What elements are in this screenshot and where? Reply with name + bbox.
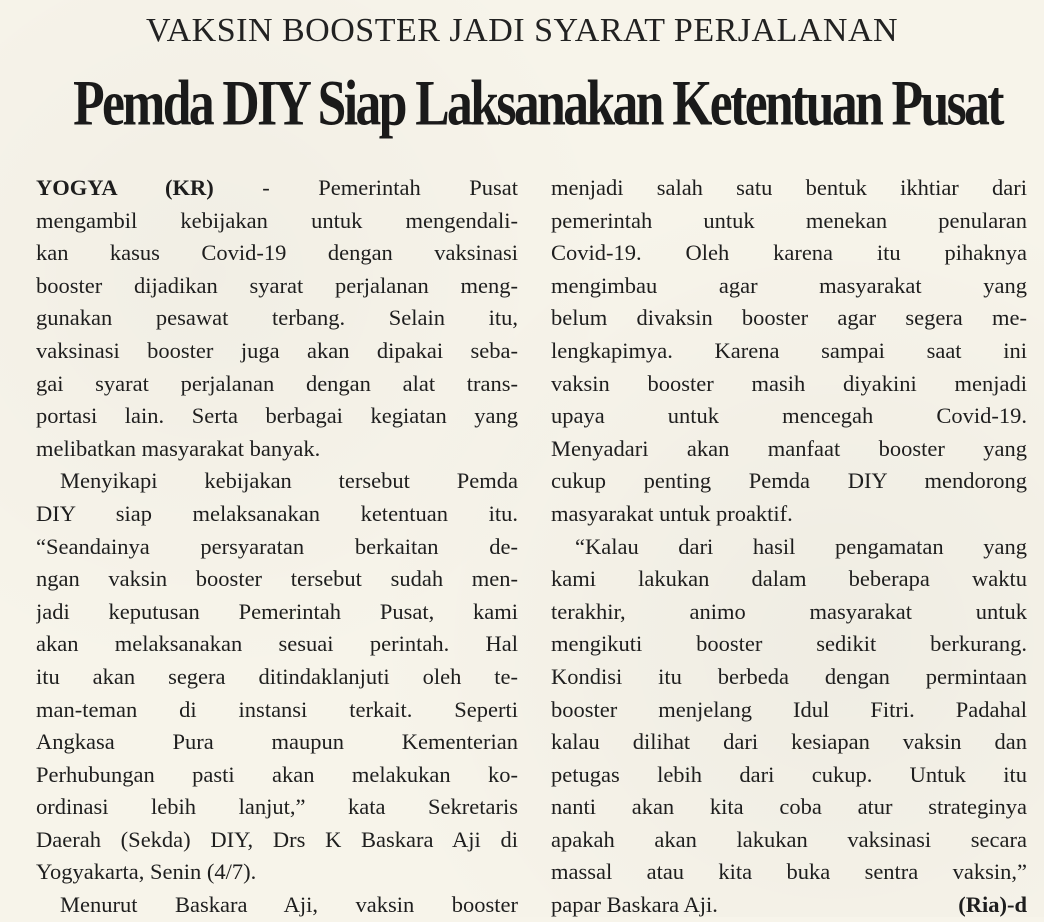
text-line: vaksin booster masih diyakini menjadi [551,370,1027,396]
text-line: kami lakukan dalam beberapa waktu [551,566,1027,592]
text-line: Menurut Baskara Aji, vaksin booster [60,892,518,918]
text-line: jadi keputusan Pemerintah Pusat, kami [36,598,518,624]
text-line: portasi lain. Serta berbagai kegiatan yang [36,403,518,429]
text-line: booster dijadikan syarat perjalanan meng- [36,272,518,298]
text-line: gunakan pesawat terbang. Selain itu, [36,305,518,331]
text-line: “Kalau dari hasil pengamatan yang [575,533,1027,559]
text-line: vaksinasi booster juga akan dipakai seba- [36,337,518,363]
text-line: lengkapimya. Karena sampai saat ini [551,337,1027,363]
text-line: Covid-19. Oleh karena itu pihaknya [551,240,1027,266]
text-line: pemerintah untuk menekan penularan [551,207,1027,233]
text-line: nanti akan kita coba atur strateginya [551,794,1027,820]
text-line: Kondisi itu berbeda dengan permintaan [551,663,1027,689]
article-headline: Pemda DIY Siap Laksanakan Ketentuan Pusat [73,67,1002,139]
text-line: papar Baskara Aji. [551,892,718,918]
text-line: masyarakat untuk proaktif. [551,500,793,526]
text-line: terakhir, animo masyarakat untuk [551,598,1027,624]
text-line-fragment: - Pemerintah Pusat [213,175,518,200]
text-line: itu akan segera ditindaklanjuti oleh te- [36,663,518,689]
text-line: ngan vaksin booster tersebut sudah men- [36,566,518,592]
text-line: Menyadari akan manfaat booster yang [551,435,1027,461]
byline: (Ria)-d [958,892,1027,918]
text-line: melibatkan masyarakat banyak. [36,435,321,461]
text-line: gai syarat perjalanan dengan alat trans- [36,370,518,396]
text-line: booster menjelang Idul Fitri. Padahal [551,696,1027,722]
article-column-right [551,172,1027,922]
text-line: mengimbau agar masyarakat yang [551,272,1027,298]
text-line: menjadi salah satu bentuk ikhtiar dari [551,175,1027,200]
text-line: Perhubungan pasti akan melakukan ko- [36,761,518,787]
text-line: belum divaksin booster agar segera me- [551,305,1027,331]
text-line: Menyikapi kebijakan tersebut Pemda [60,468,518,494]
text-line: mengambil kebijakan untuk mengendali- [36,207,518,233]
text-line: massal atau kita buka sentra vaksin,” [551,859,1027,885]
text-line: akan melaksanakan sesuai perintah. Hal [36,631,518,657]
text-line: Yogyakarta, Senin (4/7). [36,859,257,885]
text-line: Daerah (Sekda) DIY, Drs K Baskara Aji di [36,826,518,852]
text-line [36,172,518,205]
text-line: apakah akan lakukan vaksinasi secara [551,826,1027,852]
text-line: upaya untuk mencegah Covid-19. [551,403,1027,429]
text-line: kalau dilihat dari kesiapan vaksin dan [551,729,1027,755]
text-line: petugas lebih dari cukup. Untuk itu [551,761,1027,787]
text-line: Angkasa Pura maupun Kementerian [36,729,518,755]
text-line: kan kasus Covid-19 dengan vaksinasi [36,240,518,266]
text-line: mengikuti booster sedikit berkurang. [551,631,1027,657]
text-line: ordinasi lebih lanjut,” kata Sekretaris [36,794,518,820]
article-kicker: VAKSIN BOOSTER JADI SYARAT PERJALANAN [145,12,899,49]
text-line: cukup penting Pemda DIY mendorong [551,468,1027,494]
text-line: “Seandainya persyaratan berkaitan de- [36,533,518,559]
text-line: DIY siap melaksanakan ketentuan itu. [36,500,518,526]
article-column-left [36,172,518,922]
dateline: YOGYA (KR) [36,175,214,200]
text-line: man-teman di instansi terkait. Seperti [36,696,518,722]
